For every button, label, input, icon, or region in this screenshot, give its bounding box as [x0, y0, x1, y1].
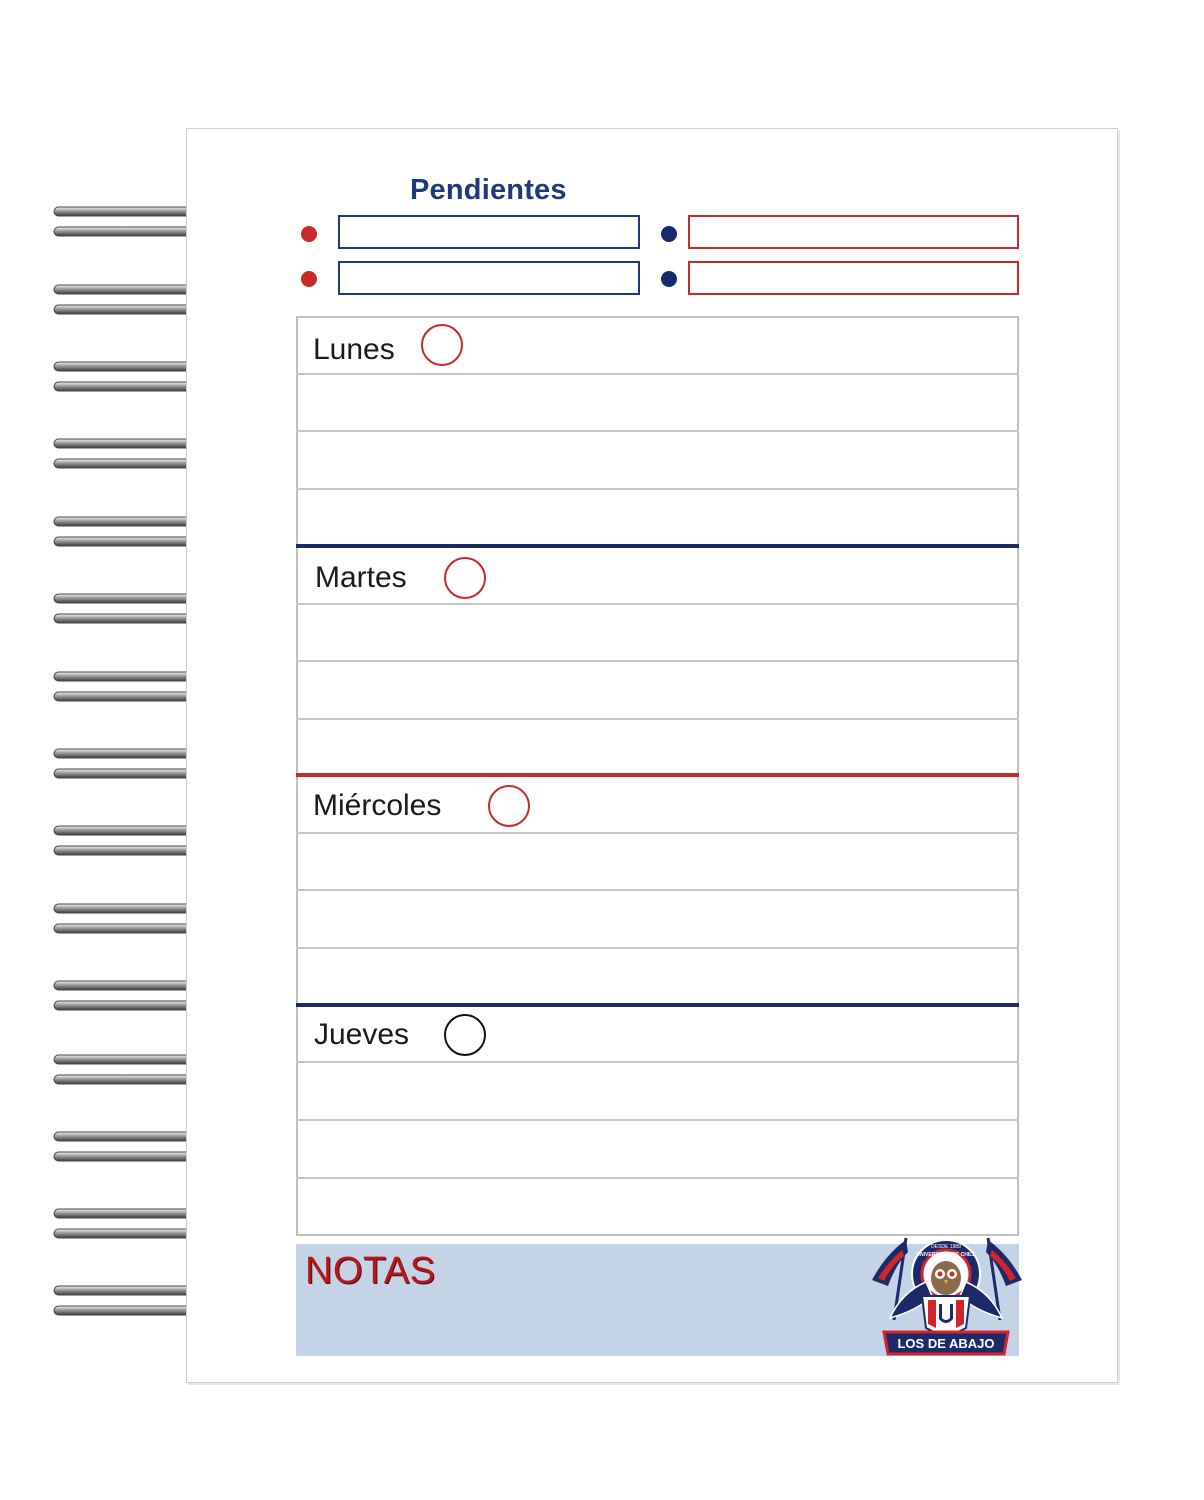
day-check-circle-miercoles[interactable] [488, 785, 530, 827]
emblem-banner-text: LOS DE ABAJO [897, 1336, 995, 1351]
writing-line [296, 947, 1019, 949]
writing-line [296, 660, 1019, 662]
day-separator [296, 1003, 1019, 1007]
writing-line [296, 832, 1019, 834]
day-label-martes: Martes [315, 561, 407, 594]
writing-line [296, 889, 1019, 891]
day-label-jueves: Jueves [314, 1018, 410, 1051]
emblem-ring-text: UNIVERSIDAD DE CHILE [916, 1252, 976, 1258]
day-check-circle-jueves[interactable] [444, 1014, 486, 1056]
emblem-top-text: DESDE 1989 [931, 1244, 961, 1250]
pending-field-2[interactable] [688, 215, 1019, 249]
notes-label: NOTAS [305, 1250, 436, 1292]
bullet-dot [301, 226, 317, 242]
bullet-dot [661, 226, 677, 242]
day-label-miercoles: Miércoles [313, 789, 442, 822]
writing-line [296, 1177, 1019, 1179]
pending-title: Pendientes [410, 174, 567, 206]
bullet-dot [301, 271, 317, 287]
day-label-lunes: Lunes [313, 333, 395, 366]
club-emblem-logo [866, 1232, 1026, 1362]
writing-line [296, 603, 1019, 605]
writing-line [296, 1119, 1019, 1121]
writing-line [296, 718, 1019, 720]
day-separator [296, 773, 1019, 777]
day-check-circle-lunes[interactable] [421, 324, 463, 366]
writing-line [296, 1061, 1019, 1063]
day-check-circle-martes[interactable] [444, 557, 486, 599]
bullet-dot [661, 271, 677, 287]
pending-field-3[interactable] [338, 261, 640, 295]
writing-line [296, 373, 1019, 375]
writing-line [296, 488, 1019, 490]
pending-field-4[interactable] [688, 261, 1019, 295]
writing-line [296, 430, 1019, 432]
pending-field-1[interactable] [338, 215, 640, 249]
day-separator [296, 544, 1019, 548]
